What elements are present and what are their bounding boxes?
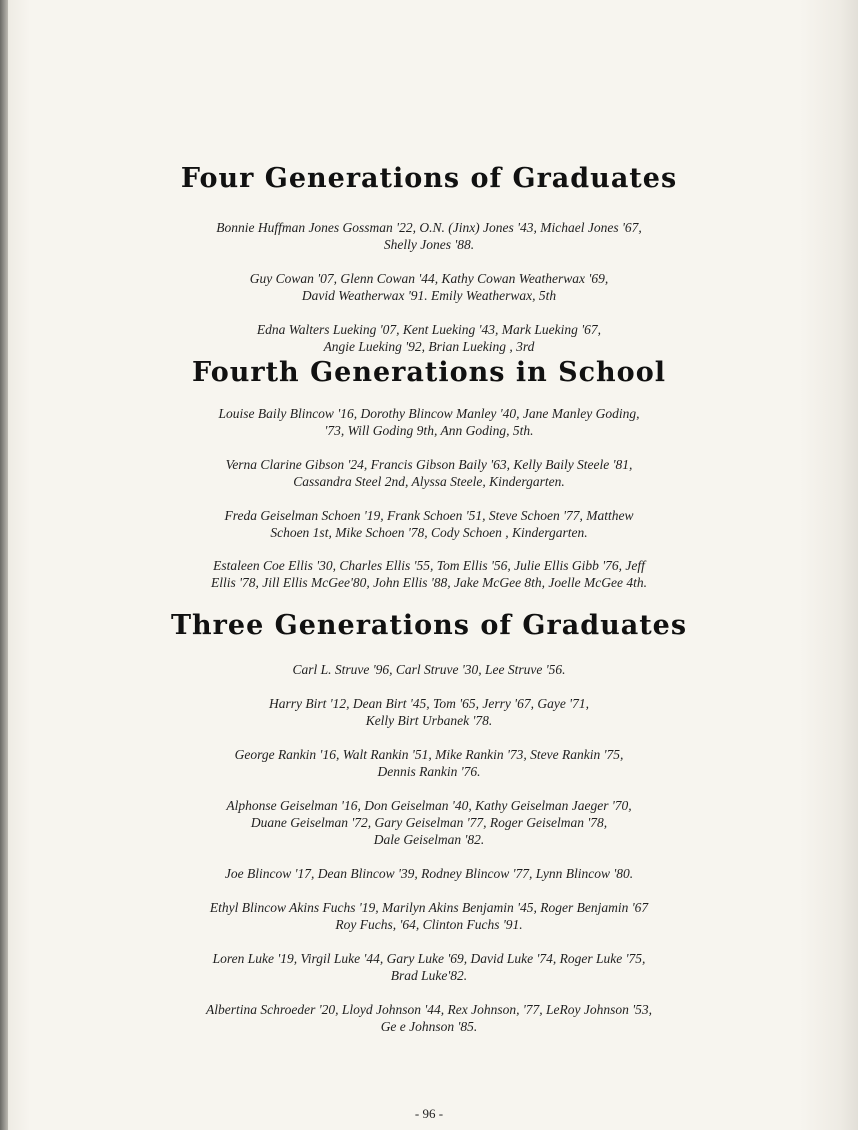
list-item: Bonnie Huffman Jones Gossman '22, O.N. (Jinx) Jones '43, Michael Jones '67, Shelly Jones '88. [216,220,642,252]
list-item: Carl L. Struve '96, Carl Struve '30, Lee Struve '56. [292,662,566,677]
list-item: Albertina Schroeder '20, Lloyd Johnson '44, Rex Johnson, '77, LeRoy Johnson '53, Ge e Johnson '85. [206,1002,652,1034]
list-item: George Rankin '16, Walt Rankin '51, Mike Rankin '73, Steve Rankin '75, Dennis Rankin '76. [234,747,624,779]
page-number: - 96 - [414,1106,444,1121]
list-item: Edna Walters Lueking '07, Kent Lueking '43, Mark Lueking '67, Angie Lueking '92, Brian Lueking , 3rd [256,322,602,354]
list-item: Alphonse Geiselman '16, Don Geiselman '40, Kathy Geiselman Jaeger '70, Duane Geiselman '72, Gary Geiselman '77, Roger Geiselman '78, Dale Geiselman '82. [226,798,632,847]
list-item: Guy Cowan '07, Glenn Cowan '44, Kathy Cowan Weatherwax '69, David Weatherwax '91. Emily Weatherwax, 5th [249,271,609,303]
list-item: Louise Baily Blincow '16, Dorothy Blincow Manley '40, Jane Manley Goding, '73, Will Goding 9th, Ann Goding, 5th. [218,406,640,438]
list-item: Harry Birt '12, Dean Birt '45, Tom '65, Jerry '67, Gaye '71, Kelly Birt Urbanek '78. [269,696,589,728]
section-heading-three-generations: Three Generations of Graduates [170,610,688,641]
list-item: Freda Geiselman Schoen '19, Frank Schoen '51, Steve Schoen '77, Matthew Schoen 1st, Mike Schoen '78, Cody Schoen , Kindergarten. [224,508,634,540]
list-item: Verna Clarine Gibson '24, Francis Gibson Baily '63, Kelly Baily Steele '81, Cassandra Steel 2nd, Alyssa Steele, Kindergarten. [225,457,633,489]
list-item: Ethyl Blincow Akins Fuchs '19, Marilyn Akins Benjamin '45, Roger Benjamin '67 Roy Fuchs, '64, Clinton Fuchs '91. [209,900,649,932]
list-item: Joe Blincow '17, Dean Blincow '39, Rodney Blincow '77, Lynn Blincow '80. [224,866,634,881]
list-item: Estaleen Coe Ellis '30, Charles Ellis '55, Tom Ellis '56, Julie Ellis Gibb '76, Jeff Ellis '78, Jill Ellis McGee'80, John Ellis '88, Jake McGee 8th, Joelle McGee 4th. [210,558,648,590]
section-heading-four-generations: Four Generations of Graduates [180,163,678,194]
section-heading-fourth-generations: Fourth Generations in School [192,357,666,388]
list-item: Loren Luke '19, Virgil Luke '44, Gary Luke '69, David Luke '74, Roger Luke '75, Brad Luke'82. [212,951,646,983]
